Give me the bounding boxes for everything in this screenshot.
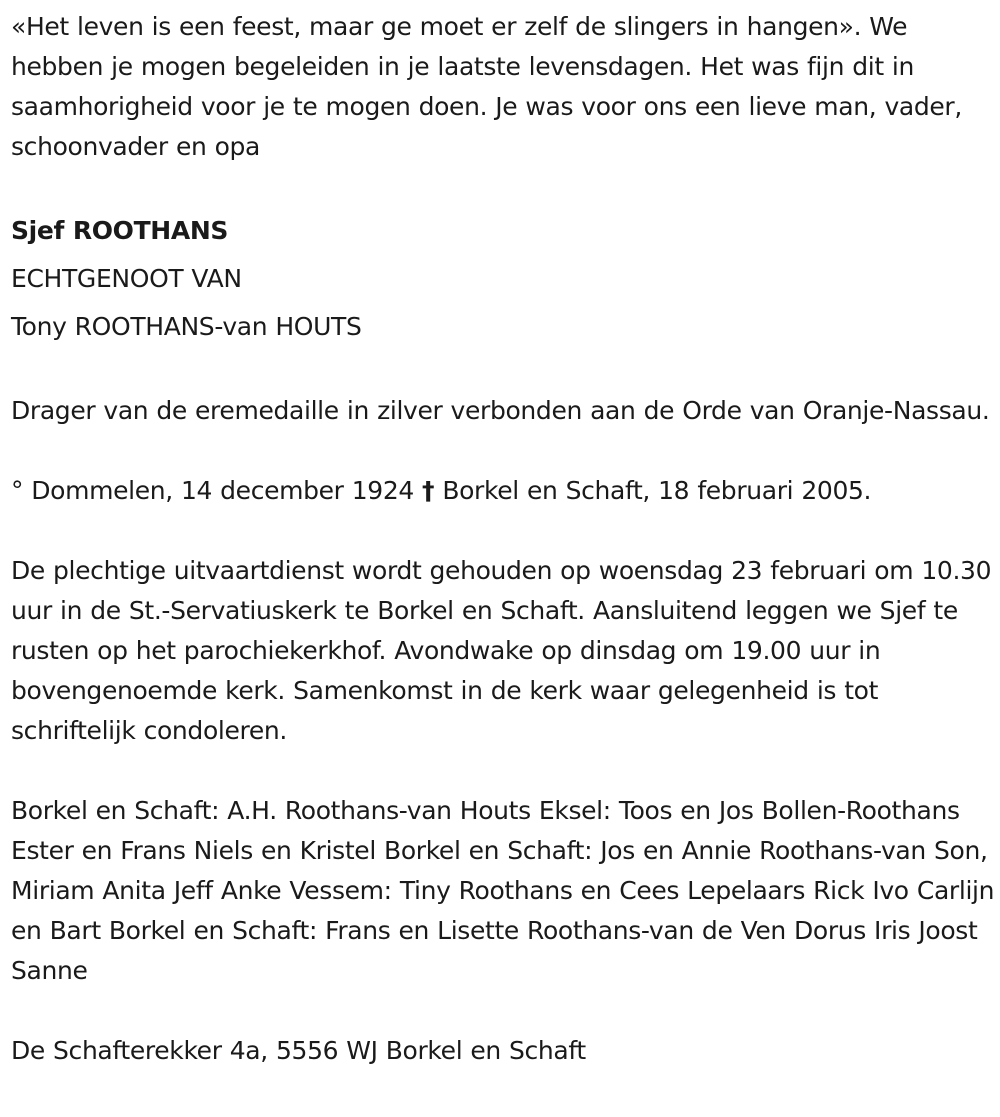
spacer [11, 351, 996, 391]
obituary-notice [11, 0, 996, 1071]
cross-icon: † [422, 476, 435, 505]
honor-text: Drager van de eremedaille in zilver verbonden aan de Orde van Oranje-Nassau. [11, 396, 990, 425]
spacer [11, 511, 996, 551]
address-text: De Schafterekker 4a, 5556 WJ Borkel en Schaft [11, 1036, 586, 1065]
ceremony-text: De plechtige uitvaartdienst wordt gehouden op woensdag 23 februari om 10.30 uur in de St.-Servatiuskerk te Borkel en Schaft. Aansluitend leggen we Sjef te rusten op het parochiekerkhof. Avondwake op dinsdag om 19.00 uur in bovengenoemde kerk. Samenkomst in de kerk waar gelegenheid is tot schriftelijk condoleren. [11, 556, 992, 745]
life-dates [11, 471, 996, 511]
spacer [11, 167, 996, 207]
spouse-name: Tony ROOTHANS-van HOUTS [11, 312, 362, 341]
death-date: Borkel en Schaft, 18 februari 2005. [442, 476, 872, 505]
spacer [11, 751, 996, 791]
relation-label: ECHTGENOOT VAN [11, 264, 242, 293]
intro-text: «Het leven is een feest, maar ge moet er zelf de slingers in hangen». We hebben je mogen begeleiden in je laatste levensdagen. Het was fijn dit in saamhorigheid voor je te mogen doen. Je was voor ons een lieve man, vader, schoonvader en opa [11, 12, 962, 161]
birth-date: ° Dommelen, 14 december 1924 [11, 476, 414, 505]
deceased-name: Sjef ROOTHANS [11, 216, 229, 245]
spacer [11, 431, 996, 471]
spacer [11, 991, 996, 1031]
family-text: Borkel en Schaft: A.H. Roothans-van Houts Eksel: Toos en Jos Bollen-Roothans Ester en Frans Niels en Kristel Borkel en Schaft: Jos en Annie Roothans-van Son, Miriam Anita Jeff Anke Vessem: Tiny Roothans en Cees Lepelaars Rick Ivo Carlijn en Bart Borkel en Schaft: Frans en Lisette Roothans-van de Ven Dorus Iris Joost Sanne [11, 796, 995, 985]
